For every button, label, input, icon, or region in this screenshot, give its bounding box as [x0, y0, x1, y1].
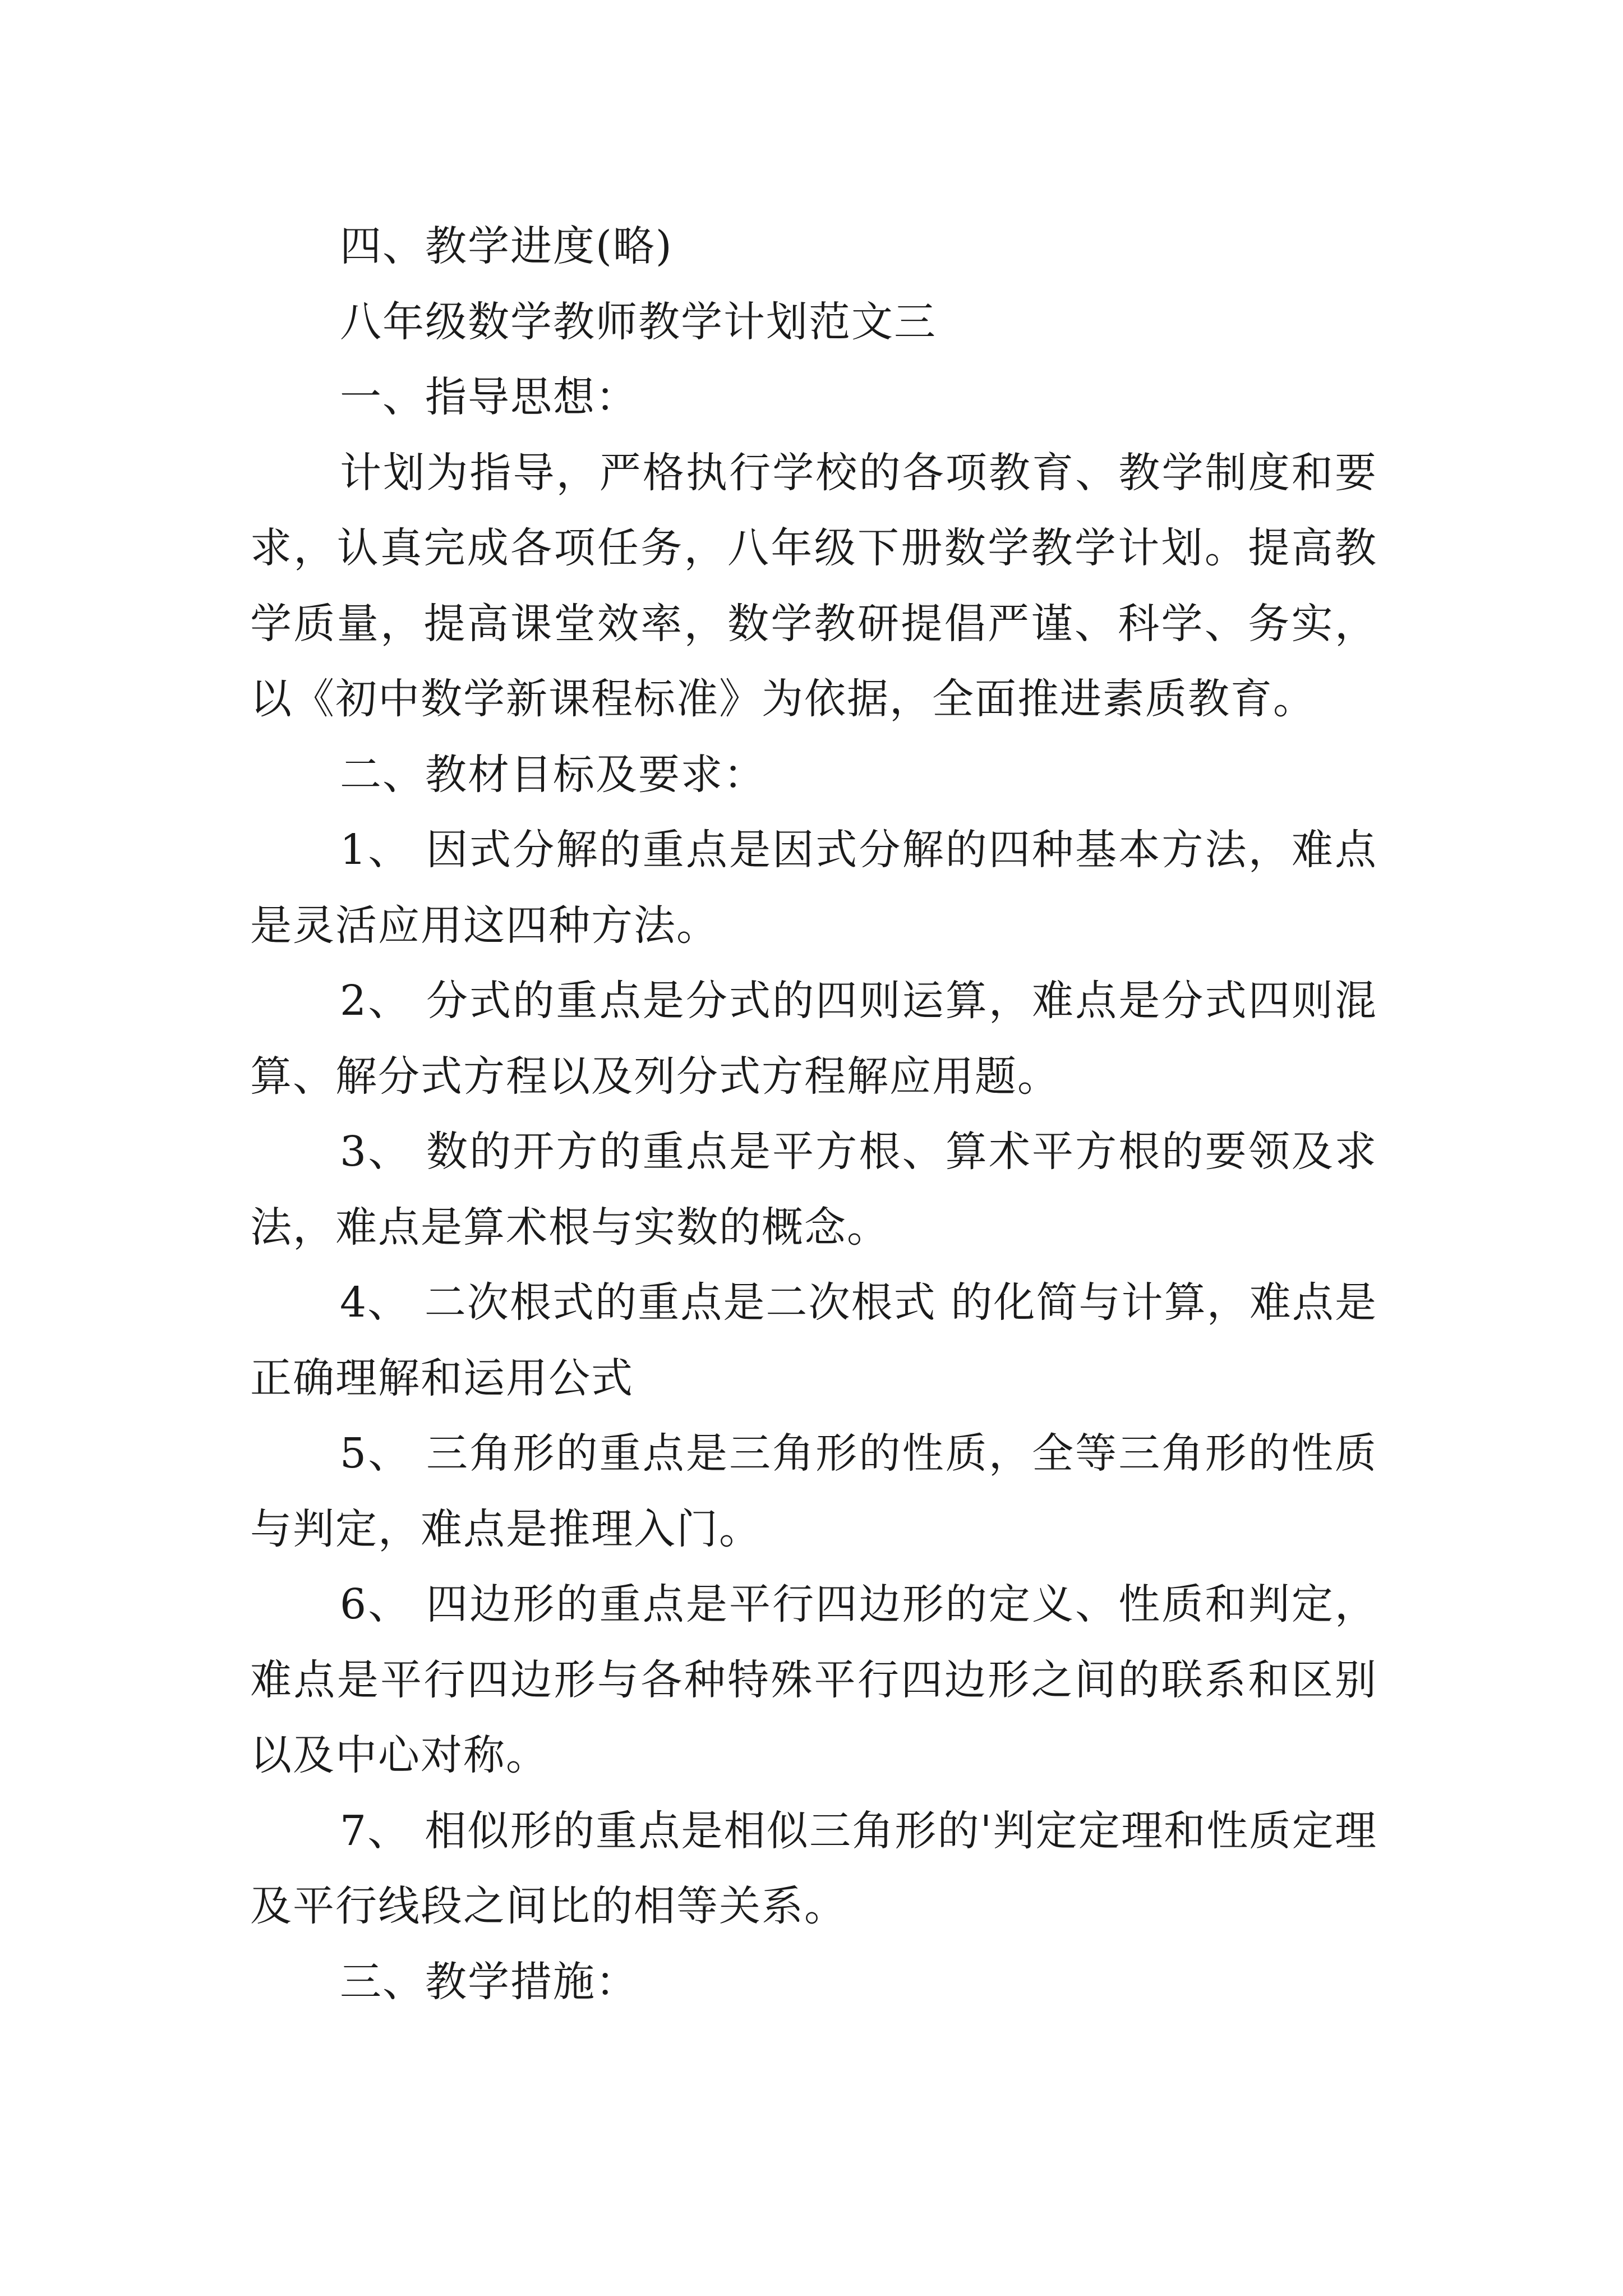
paragraph-goal-5: 5、 三角形的重点是三角形的性质，全等三角形的性质与判定，难点是推理入门。 [250, 1429, 1377, 1553]
paragraph-goal-6: 6、 四边形的重点是平行四边形的定义、性质和判定，难点是平行四边形与各种特殊平行四边形之间的联系和区别以及中心对称。 [250, 1580, 1377, 1779]
paragraph-goal-1: 1、 因式分解的重点是因式分解的四种基本方法，难点是灵活应用这四种方法。 [250, 826, 1377, 950]
paragraph-goal-4: 4、 二次根式的重点是二次根式 的化简与计算，难点是正确理解和运用公式 [250, 1278, 1377, 1402]
paragraph-guiding-ideology-body: 计划为指导，严格执行学校的各项教育、教学制度和要求，认真完成各项任务，八年级下册数学教学计划。提高教学质量，提高课堂效率，数学教研提倡严谨、科学、务实，以《初中数学新课程标准》为依据，全面推进素质教育。 [250, 448, 1377, 723]
document-body [250, 209, 1377, 2019]
paragraph-section-title: 八年级数学教师教学计划范文三 [340, 297, 937, 346]
paragraph-goal-2: 2、 分式的重点是分式的四则运算，难点是分式四则混算、解分式方程以及列分式方程解应用题。 [250, 977, 1377, 1101]
paragraph-teaching-measures-heading: 三、教学措施： [340, 1957, 638, 2006]
paragraph-teaching-progress: 四、教学进度(略) [340, 222, 673, 270]
paragraph-goal-7: 7、 相似形的重点是相似三角形的'判定定理和性质定理及平行线段之间比的相等关系。 [250, 1806, 1377, 1930]
paragraph-goal-3: 3、 数的开方的重点是平方根、算术平方根的要领及求法，难点是算术根与实数的概念。 [250, 1128, 1377, 1251]
paragraph-guiding-ideology-heading: 一、指导思想： [340, 373, 638, 421]
paragraph-textbook-goals-heading: 二、教材目标及要求： [340, 750, 766, 799]
